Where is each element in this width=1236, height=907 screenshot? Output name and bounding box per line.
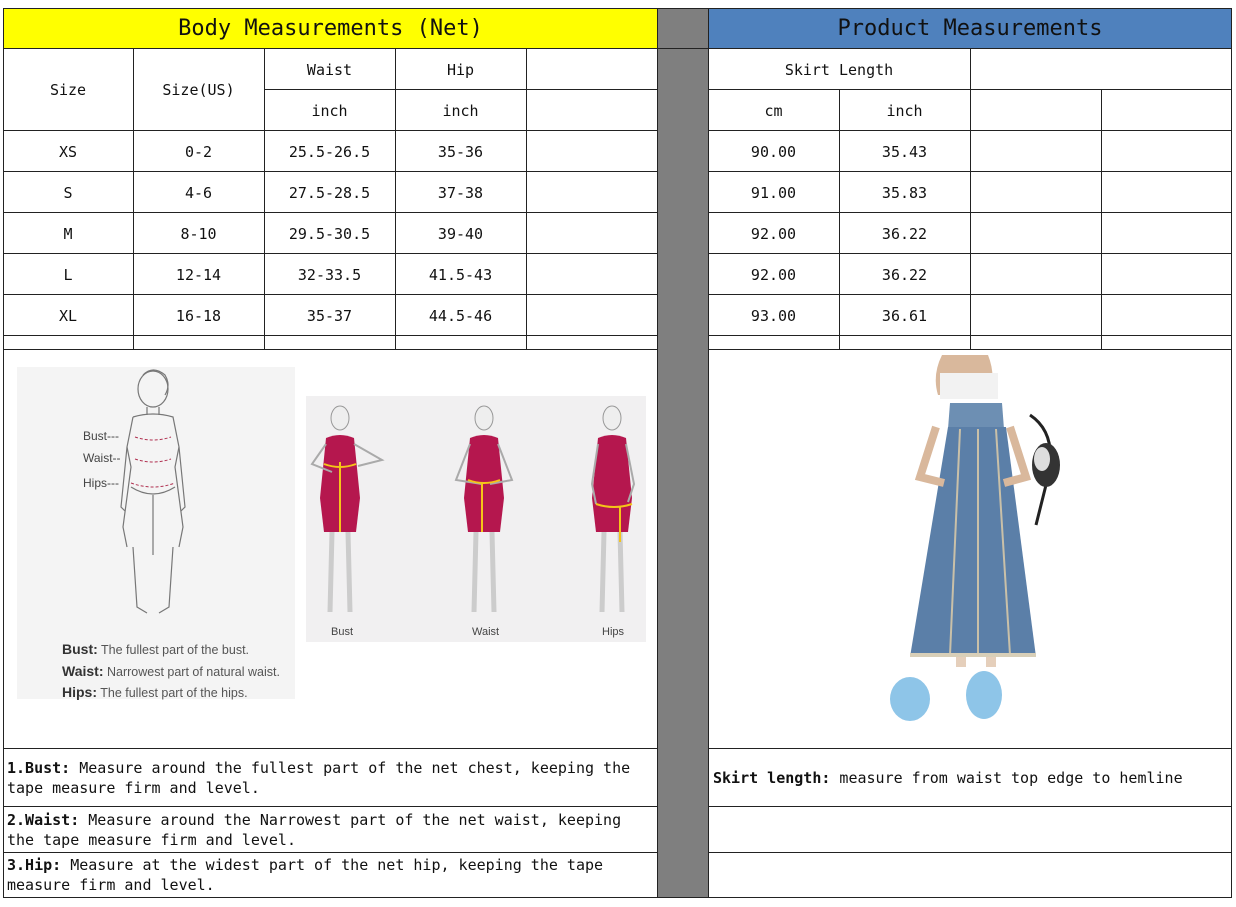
- table-cell-size: L: [63, 265, 73, 284]
- table-cell-hip: 39-40: [437, 224, 484, 243]
- hips-term: Hips:: [62, 684, 97, 700]
- table-cell-hip: 37-38: [437, 183, 484, 202]
- table-cell-waist: 35-37: [306, 306, 353, 325]
- waist-header: Waist: [306, 60, 353, 79]
- skirt-length-note: [709, 749, 1231, 806]
- waist-note-title: 2.Waist:: [7, 810, 80, 829]
- table-cell-waist: 32-33.5: [297, 265, 362, 284]
- hips-mark-label: Hips---: [83, 476, 119, 490]
- size-us-header: Size(US): [162, 80, 235, 99]
- table-cell-inch: 36.22: [881, 224, 928, 243]
- dress-measure-diagram: [306, 396, 646, 642]
- bust-term: Bust:: [62, 641, 98, 657]
- table-cell-size: S: [63, 183, 73, 202]
- waist-def: Narrowest part of natural waist.: [106, 665, 280, 679]
- table-cell-inch: 35.83: [881, 183, 928, 202]
- hip-note: [3, 853, 657, 897]
- waist-note-text: Measure around the Narrowest part of the net waist, keeping the tape measure firm and level.: [7, 810, 622, 849]
- dress-figure-waist: [456, 406, 512, 612]
- table-cell-cm: 93.00: [750, 306, 797, 325]
- table-cell-hip: 41.5-43: [428, 265, 493, 284]
- inch-unit: inch: [886, 101, 923, 120]
- table-cell-cm: 92.00: [750, 265, 797, 284]
- skirt-note-text: measure from waist top edge to hemline: [830, 768, 1183, 787]
- bust-def: The fullest part of the bust.: [101, 643, 250, 657]
- dress-figure-bust: [312, 406, 382, 612]
- dress-figures-icon: [306, 396, 646, 616]
- body-outline-icon: [17, 367, 295, 617]
- bust-definition: [62, 641, 249, 657]
- bust-mark-label: Bust---: [83, 429, 119, 443]
- table-cell-inch: 36.61: [881, 306, 928, 325]
- gray-separator: [658, 8, 708, 898]
- waist-mark-label: Waist--: [83, 451, 121, 465]
- hips-definition: [62, 684, 248, 700]
- table-cell-size: XL: [58, 306, 78, 325]
- size-header: Size: [49, 80, 87, 99]
- hip-header: Hip: [446, 60, 475, 79]
- dress-label-waist: Waist: [472, 626, 500, 638]
- hip-note-text: Measure at the widest part of the net hip, keeping the tape measure firm and level.: [7, 856, 604, 894]
- body-measurements-title: Body Measurements (Net): [3, 8, 658, 48]
- table-cell-waist: 25.5-26.5: [288, 142, 371, 161]
- bust-note-title: 1.Bust:: [7, 758, 71, 777]
- dress-label-bust: Bust: [331, 626, 354, 638]
- table-cell-size-us: 0-2: [184, 142, 213, 161]
- table-cell-waist: 27.5-28.5: [288, 183, 371, 202]
- table-cell-size: M: [63, 224, 73, 243]
- cm-unit: cm: [764, 101, 783, 120]
- waist-term: Waist:: [62, 663, 104, 679]
- skirt-note-title: Skirt length:: [713, 768, 831, 787]
- hip-note-title: 3.Hip:: [7, 856, 62, 874]
- table-cell-size: XS: [58, 142, 78, 161]
- table-cell-size-us: 8-10: [180, 224, 217, 243]
- table-cell-inch: 36.22: [881, 265, 928, 284]
- waist-unit: inch: [311, 101, 348, 120]
- table-cell-hip: 35-36: [437, 142, 484, 161]
- waist-note: [3, 807, 657, 852]
- bust-note: [3, 749, 657, 806]
- table-cell-size-us: 4-6: [184, 183, 213, 202]
- table-cell-waist: 29.5-30.5: [288, 224, 371, 243]
- table-cell-cm: 90.00: [750, 142, 797, 161]
- skirt-length-header: Skirt Length: [784, 60, 894, 79]
- product-measurements-title: Product Measurements: [708, 8, 1232, 48]
- denim-skirt-photo: [880, 355, 1080, 729]
- hips-def: The fullest part of the hips.: [100, 686, 248, 700]
- waist-definition: [62, 663, 280, 679]
- table-cell-size-us: 16-18: [175, 306, 222, 325]
- dress-figure-hips: [592, 406, 634, 612]
- body-diagram: [17, 367, 295, 699]
- table-cell-cm: 91.00: [750, 183, 797, 202]
- table-cell-inch: 35.43: [881, 142, 928, 161]
- table-cell-hip: 44.5-46: [428, 306, 493, 325]
- hip-unit: inch: [442, 101, 479, 120]
- bust-note-text: Measure around the fullest part of the net chest, keeping the tape measure firm and level.: [7, 758, 631, 797]
- dress-label-hips: Hips: [602, 626, 625, 638]
- table-cell-cm: 92.00: [750, 224, 797, 243]
- table-cell-size-us: 12-14: [175, 265, 222, 284]
